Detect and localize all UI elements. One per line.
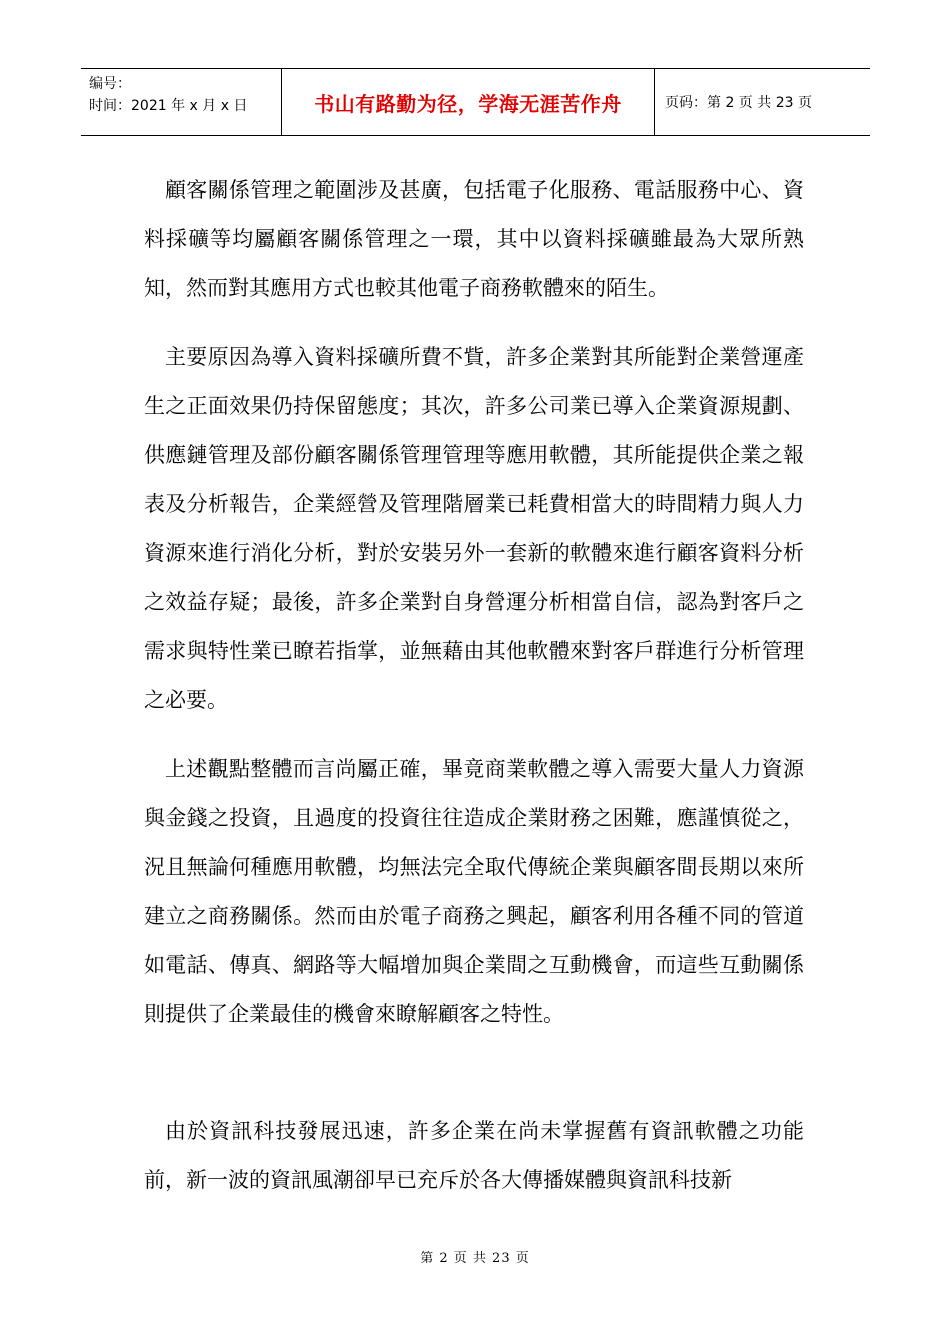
paragraph: 由於資訊科技發展迅速，許多企業在尚未掌握舊有資訊軟體之功能前，新一波的資訊風潮卻早已充斥於各大傳播媒體與資訊科技新 <box>144 1119 804 1192</box>
paragraph: 主要原因為導入資料採礦所費不貲，許多企業對其所能對企業營運產生之正面效果仍持保留態度；其次，許多公司業已導入企業資源規劃、供應鏈管理及部份顧客關係管理管理等應用軟體，其所能提供企業之報表及分析報告，企業經營及管理階層業已耗費相當大的時間精力與人力資源來進行消化分析，對於安裝另外一套新的軟體來進行顧客資料分析之效益存疑；最後，許多企業對自身營運分析相當自信，認為對客戶之需求與特性業已瞭若指掌，並無藉由其他軟體來對客戶群進行分析管理之必要。 <box>144 345 804 712</box>
paragraph: 上述觀點整體而言尚屬正確，畢竟商業軟體之導入需要大量人力資源與金錢之投資，且過度的投資往往造成企業財務之困難，應謹慎從之，況且無論何種應用軟體，均無法完全取代傳統企業與顧客間長期以來所建立之商務關係。然而由於電子商務之興起，顧客利用各種不同的管道如電話、傳真、網路等大幅增加與企業間之互動機會，而這些互動關係則提供了企業最佳的機會來瞭解顧客之特性。 <box>144 757 804 1026</box>
paragraph: 顧客關係管理之範圍涉及甚廣，包括電子化服務、電話服務中心、資料採礦等均屬顧客關係管理之一環，其中以資料採礦雖最為大眾所熟知，然而對其應用方式也較其他電子商務軟體來的陌生。 <box>144 178 804 300</box>
header-page-cell <box>655 69 870 135</box>
header-meta-cell <box>81 69 281 135</box>
page-header <box>81 68 870 136</box>
header-page-code: 页码：第 2 页 共 23 页 <box>665 95 812 111</box>
document-time-label: 时间：2021 年 x 月 x 日 <box>89 98 248 114</box>
header-motto: 书山有路勤为径，学海无涯苦作舟 <box>314 91 622 116</box>
document-number-label: 编号： <box>89 76 131 92</box>
document-body <box>144 166 804 1205</box>
header-motto-cell <box>281 69 655 135</box>
page-footer: 第 2 页 共 23 页 <box>420 1251 530 1266</box>
